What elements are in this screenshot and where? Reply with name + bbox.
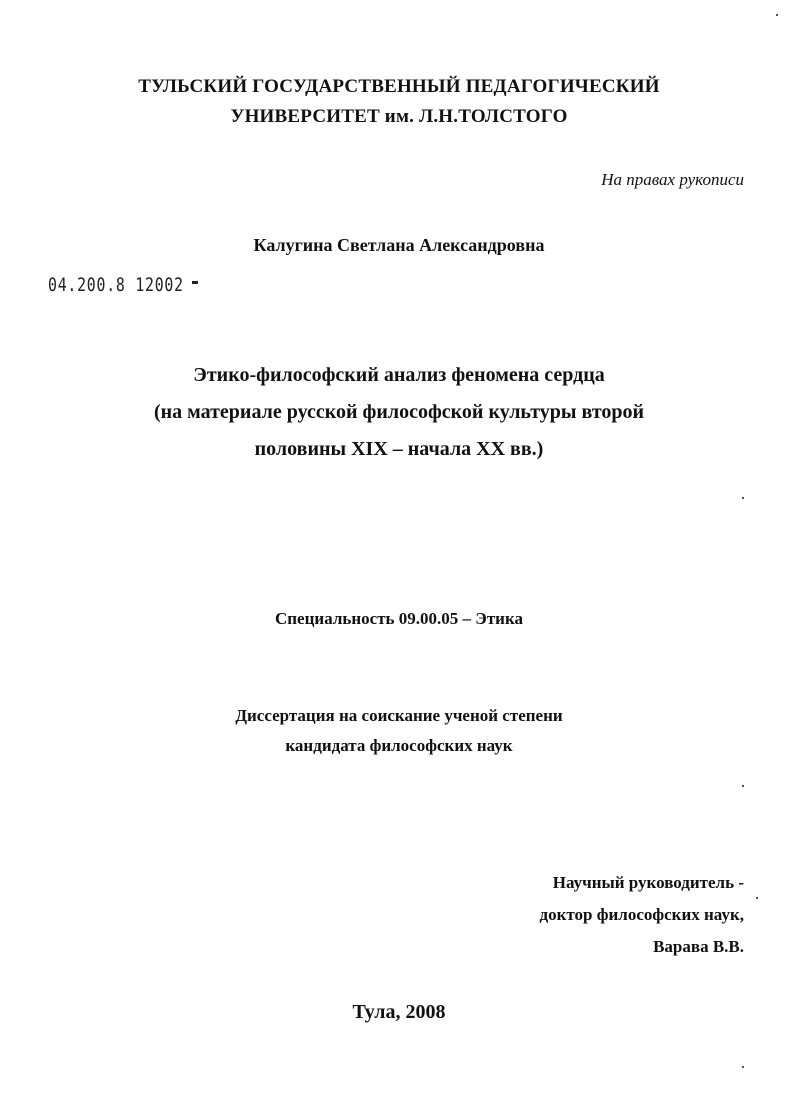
scan-speck (756, 897, 758, 899)
advisor-name: Варава В.В. (653, 937, 744, 956)
registration-stamp: 04.200.8 12002 (48, 274, 184, 296)
manuscript-rights-note: На правах рукописи (601, 170, 744, 189)
university-name-line1: ТУЛЬСКИЙ ГОСУДАРСТВЕННЫЙ ПЕДАГОГИЧЕСКИЙ (138, 76, 660, 97)
degree-line1: Диссертация на соискание ученой степени (235, 706, 563, 725)
advisor-role: Научный руководитель - (552, 873, 744, 892)
scan-speck (742, 497, 744, 499)
author-name: Калугина Светлана Александровна (253, 235, 545, 255)
dissertation-title-line2: (на материале русской философской культуры второй (153, 401, 645, 423)
scan-speck (742, 785, 744, 787)
advisor-degree: доктор философских наук, (539, 905, 744, 924)
scan-speck (776, 14, 778, 16)
specialty: Специальность 09.00.05 – Этика (274, 609, 524, 628)
dissertation-title-line3: половины XIX – начала XX вв.) (254, 438, 544, 460)
university-name-line2: УНИВЕРСИТЕТ им. Л.Н.ТОЛСТОГО (230, 106, 568, 127)
scan-speck (742, 1066, 744, 1068)
stamp-mark (192, 281, 198, 284)
dissertation-title-line1: Этико-философский анализ феномена сердца (193, 364, 605, 386)
place-and-year: Тула, 2008 (352, 1001, 446, 1023)
degree-line2: кандидата философских наук (285, 736, 513, 755)
